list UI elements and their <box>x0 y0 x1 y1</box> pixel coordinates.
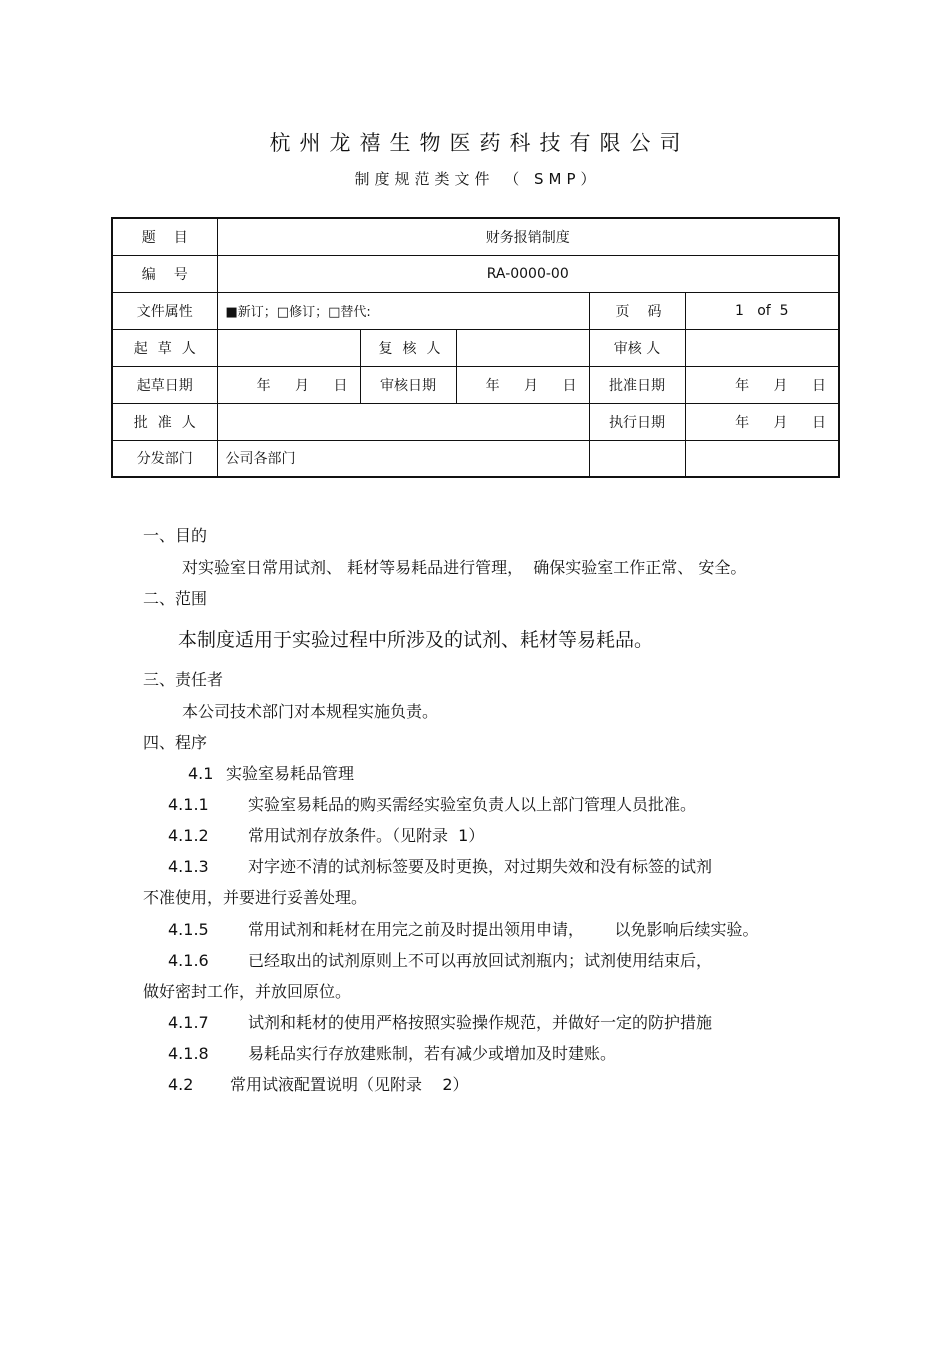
title-value: 财务报销制度 <box>217 218 839 255</box>
item-text: 常用试液配置说明（见附录 2） <box>230 1075 469 1094</box>
section-responsible-text: 本公司技术部门对本规程实施负责。 <box>182 702 439 721</box>
row-dates <box>112 366 839 403</box>
approver-label: 批准人 <box>112 403 217 440</box>
item-number: 4.1.5 <box>168 920 209 939</box>
item-4-1-2 <box>168 823 484 846</box>
document-type: 制度规范类文件 （ SMP） <box>354 170 601 188</box>
attr-value <box>217 292 589 329</box>
row-approver <box>112 403 839 440</box>
section-scope-title: 二、范围 <box>143 589 208 608</box>
section-purpose-title: 一、目的 <box>143 526 208 545</box>
exec-date-value: 年 月 日 <box>685 403 839 440</box>
dist-value: 公司各部门 <box>217 440 589 477</box>
company-name: 杭州龙禧生物医药科技有限公司 <box>269 131 690 155</box>
number-value: RA-0000-00 <box>217 255 839 292</box>
audit-date-value: 年 月 日 <box>456 366 589 403</box>
subsection-4-2 <box>168 1072 469 1095</box>
dist-extra-1 <box>589 440 685 477</box>
document-info-table <box>111 217 840 478</box>
number-label: 编号 <box>112 255 217 292</box>
item-number: 4.1.3 <box>168 857 209 876</box>
attr-label: 文件属性 <box>112 292 217 329</box>
item-text: 试剂和耗材的使用严格按照实验操作规范，并做好一定的防护措施 <box>248 1013 713 1032</box>
approve-date-label: 批准日期 <box>589 366 685 403</box>
auditor-label: 审核 人 <box>589 329 685 366</box>
item-4-1-7 <box>168 1010 712 1033</box>
item-text: 常用试剂和耗材在用完之前及时提出领用申请， 以免影响后续实验。 <box>248 920 759 939</box>
item-text: 易耗品实行存放建账制，若有减少或增加及时建账。 <box>248 1044 617 1063</box>
item-4-1-5 <box>168 917 759 940</box>
subsection-4-1-text: 实验室易耗品管理 <box>226 764 355 783</box>
item-text: 对字迹不清的试剂标签要及时更换，对过期失效和没有标签的试剂 <box>248 857 713 876</box>
row-title <box>112 218 839 255</box>
exec-date-label: 执行日期 <box>589 403 685 440</box>
item-4-1-8 <box>168 1041 616 1064</box>
dist-extra-2 <box>685 440 839 477</box>
item-4-1-1 <box>168 792 696 815</box>
attr-options: ■新订；□修订；□替代: <box>225 305 371 320</box>
item-text: 实验室易耗品的购买需经实验室负责人以上部门管理人员批准。 <box>248 795 697 814</box>
item-number: 4.1.8 <box>168 1044 209 1063</box>
item-4-1-3-continued: 不准使用，并要进行妥善处理。 <box>143 888 368 907</box>
approver-value <box>217 403 589 440</box>
audit-date-label: 审核日期 <box>360 366 456 403</box>
reviewer-label: 复核人 <box>360 329 456 366</box>
item-number: 4.1.1 <box>168 795 209 814</box>
row-number <box>112 255 839 292</box>
item-number: 4.1.2 <box>168 826 209 845</box>
item-4-1-6-continued: 做好密封工作，并放回原位。 <box>143 982 352 1001</box>
section-responsible-title: 三、责任者 <box>143 670 224 689</box>
auditor-value <box>685 329 839 366</box>
subsection-4-1 <box>188 761 354 784</box>
draft-date-value: 年 月 日 <box>217 366 360 403</box>
row-attribute <box>112 292 839 329</box>
drafter-value <box>217 329 360 366</box>
item-text: 常用试剂存放条件。（见附录 1） <box>248 826 485 845</box>
item-4-1-6 <box>168 948 712 971</box>
section-purpose-text: 对实验室日常用试剂、 耗材等易耗品进行管理， 确保实验室工作正常、 安全。 <box>182 558 747 577</box>
title-label: 题目 <box>112 218 217 255</box>
reviewer-value <box>456 329 589 366</box>
page-label: 页码 <box>589 292 685 329</box>
draft-date-label: 起草日期 <box>112 366 217 403</box>
approve-date-value: 年 月 日 <box>685 366 839 403</box>
subsection-4-1-number: 4.1 <box>188 764 214 783</box>
section-scope-text: 本制度适用于实验过程中所涉及的试剂、耗材等易耗品。 <box>178 629 654 651</box>
item-number: 4.1.7 <box>168 1013 209 1032</box>
row-distribution <box>112 440 839 477</box>
drafter-label: 起草人 <box>112 329 217 366</box>
item-number: 4.2 <box>168 1075 194 1094</box>
item-4-1-3 <box>168 854 712 877</box>
row-signers <box>112 329 839 366</box>
section-procedure-title: 四、程序 <box>143 733 208 752</box>
dist-label: 分发部门 <box>112 440 217 477</box>
page-value: 1 of 5 <box>685 292 839 329</box>
item-number: 4.1.6 <box>168 951 209 970</box>
item-text: 已经取出的试剂原则上不可以再放回试剂瓶内；试剂使用结束后， <box>248 951 713 970</box>
